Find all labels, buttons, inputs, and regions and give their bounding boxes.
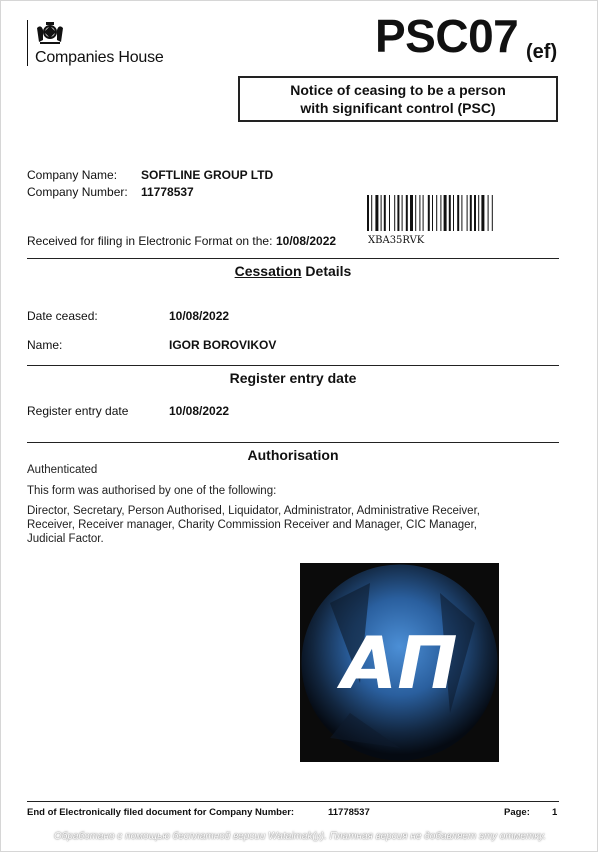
barcode-bar <box>381 195 382 231</box>
barcode-bar <box>397 195 399 231</box>
form-title-line-1: Notice of ceasing to be a person <box>290 82 506 98</box>
barcode-bar <box>457 195 459 231</box>
barcode-bar <box>492 195 493 231</box>
barcode-bar <box>402 195 403 231</box>
barcode-bar <box>367 195 369 231</box>
authorisers-line-3: Judicial Factor. <box>27 533 104 545</box>
date-ceased-value: 10/08/2022 <box>169 309 230 323</box>
form-title-box <box>238 76 558 122</box>
barcode-bar <box>478 195 479 231</box>
barcode-bar <box>428 195 430 231</box>
barcode-bar <box>467 195 468 231</box>
person-name-label: Name: <box>27 338 63 352</box>
register-heading: Register entry date <box>229 370 357 386</box>
badge-text: АП <box>341 621 458 705</box>
barcode-bar <box>470 195 472 231</box>
section-divider <box>27 258 559 259</box>
footer-company-number: 11778537 <box>328 807 370 818</box>
cessation-heading <box>27 263 559 279</box>
cessation-heading-underlined: Cessation <box>234 263 302 279</box>
barcode-bar <box>394 195 395 231</box>
barcode-bar <box>436 195 437 231</box>
authorisation-intro: This form was authorised by one of the following: <box>27 485 277 497</box>
barcode-bar <box>432 195 433 231</box>
barcode-bar <box>488 195 489 231</box>
form-code: PSC07 <box>375 10 519 62</box>
footer-page-number: 1 <box>552 807 558 818</box>
barcode <box>367 195 555 231</box>
person-name-value: IGOR BOROVIKOV <box>169 338 277 352</box>
authorisers-line-1: Director, Secretary, Person Authorised, Liquidator, Administrator, Administrative Receiver, <box>27 505 480 517</box>
barcode-bar <box>415 195 416 231</box>
barcode-bar <box>444 195 447 231</box>
authenticated-text: Authenticated <box>27 464 98 476</box>
barcode-bar <box>474 195 476 231</box>
footer-divider <box>27 801 559 802</box>
barcode-bar <box>419 195 420 231</box>
barcode-bar <box>481 195 484 231</box>
received-label: Received for filing in Electronic Format on the: <box>27 234 273 248</box>
brand-name: Companies House <box>35 49 164 66</box>
logo-divider <box>27 20 28 66</box>
form-title-line-2: with significant control (PSC) <box>300 100 496 116</box>
authorisation-heading: Authorisation <box>247 447 339 463</box>
barcode-bar <box>406 195 408 231</box>
form-code-suffix: (ef) <box>526 41 558 63</box>
footer-end-label: End of Electronically filed document for Company Number: <box>27 807 295 818</box>
authorisers-line-2: Receiver, Receiver manager, Charity Commission Receiver and Manager, CIC Manager, <box>27 519 477 531</box>
section-divider <box>27 365 559 366</box>
company-number-value: 11778537 <box>141 185 194 199</box>
cessation-heading-rest: Details <box>301 263 352 279</box>
barcode-bar <box>449 195 451 231</box>
barcode-text: XBA35RVK <box>368 235 425 246</box>
barcode-bar <box>440 195 441 231</box>
barcode-bar <box>423 195 424 231</box>
watermark-text: Обработано с помощью бесплатной версии Wataimak(y). Платная версия не добавляет эту отметку. <box>53 831 547 842</box>
badge-image <box>300 563 499 762</box>
date-ceased-label: Date ceased: <box>27 309 98 323</box>
barcode-bar <box>375 195 378 231</box>
footer-page-label: Page: <box>504 807 530 818</box>
section-divider <box>27 442 559 443</box>
badge-artwork <box>300 563 499 762</box>
received-date: 10/08/2022 <box>276 234 337 248</box>
royal-crest-icon <box>35 20 65 46</box>
barcode-bar <box>384 195 386 231</box>
barcode-bar <box>461 195 462 231</box>
barcode-bar <box>389 195 390 231</box>
barcode-bar <box>371 195 372 231</box>
barcode-bar <box>410 195 413 231</box>
company-name-value: SOFTLINE GROUP LTD <box>141 168 274 182</box>
barcode-bar <box>453 195 454 231</box>
company-name-label: Company Name: <box>27 168 118 182</box>
company-number-label: Company Number: <box>27 185 128 199</box>
register-entry-label: Register entry date <box>27 404 129 418</box>
register-entry-value: 10/08/2022 <box>169 404 230 418</box>
